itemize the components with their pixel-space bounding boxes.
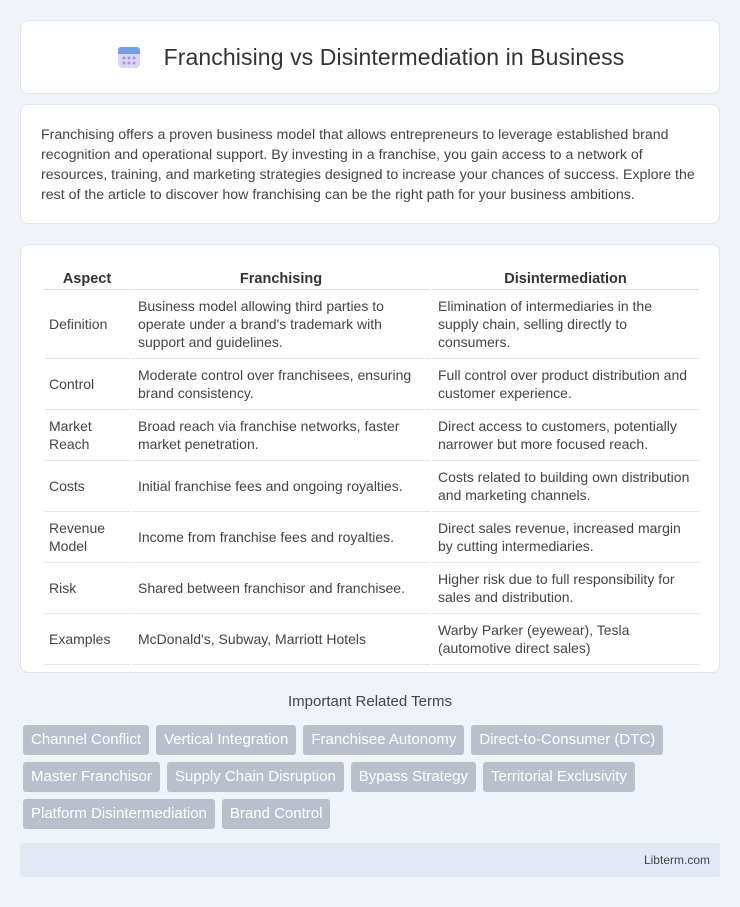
column-header-franchising: Franchising	[132, 267, 430, 290]
comparison-table	[42, 267, 701, 665]
related-term-tag[interactable]: Territorial Exclusivity	[483, 762, 635, 792]
related-term-tag[interactable]: Supply Chain Disruption	[167, 762, 344, 792]
table-row	[44, 614, 699, 665]
cell-franchising: Initial franchise fees and ongoing royalties.	[132, 461, 430, 512]
cell-disintermediation: Direct sales revenue, increased margin by cutting intermediaries.	[432, 512, 699, 563]
intro-card	[20, 104, 720, 224]
related-terms-list	[23, 725, 723, 829]
table-row	[44, 512, 699, 563]
table-row	[44, 359, 699, 410]
column-header-disintermediation: Disintermediation	[432, 267, 699, 290]
related-term-tag[interactable]: Platform Disintermediation	[23, 799, 215, 829]
related-term-tag[interactable]: Vertical Integration	[156, 725, 296, 755]
comparison-table-card	[20, 244, 720, 673]
related-term-tag[interactable]: Channel Conflict	[23, 725, 149, 755]
cell-disintermediation: Direct access to customers, potentially narrower but more focused reach.	[432, 410, 699, 461]
table-row	[44, 290, 699, 359]
cell-disintermediation: Higher risk due to full responsibility for sales and distribution.	[432, 563, 699, 614]
cell-aspect: Risk	[44, 563, 130, 614]
footer-site-link[interactable]: Libterm.com	[643, 853, 710, 867]
table-row	[44, 410, 699, 461]
related-terms-title: Important Related Terms	[288, 693, 452, 710]
related-term-tag[interactable]: Direct-to-Consumer (DTC)	[471, 725, 663, 755]
cell-franchising: Business model allowing third parties to operate under a brand's trademark with support and guidelines.	[132, 290, 430, 359]
cell-franchising: Shared between franchisor and franchisee.	[132, 563, 430, 614]
cell-disintermediation: Elimination of intermediaries in the supply chain, selling directly to consumers.	[432, 290, 699, 359]
cell-aspect: Control	[44, 359, 130, 410]
cell-franchising: Broad reach via franchise networks, faster market penetration.	[132, 410, 430, 461]
cell-aspect: Market Reach	[44, 410, 130, 461]
cell-aspect: Definition	[44, 290, 130, 359]
table-header-row	[44, 267, 699, 290]
table-row	[44, 563, 699, 614]
related-term-tag[interactable]: Brand Control	[222, 799, 331, 829]
cell-aspect: Examples	[44, 614, 130, 665]
column-header-aspect: Aspect	[44, 267, 130, 290]
calendar-icon	[116, 44, 142, 70]
related-term-tag[interactable]: Bypass Strategy	[351, 762, 476, 792]
intro-paragraph: Franchising offers a proven business model that allows entrepreneurs to leverage established brand recognition and operational support. By investing in a franchise, you gain access to a network of resources, training, and marketing strategies designed to increase your chances of success. Explore the rest of the article to discover how franchising can be the right path for your business ambitions.	[41, 127, 695, 203]
page-title: Franchising vs Disintermediation in Business	[163, 43, 625, 70]
footer	[20, 843, 720, 877]
related-term-tag[interactable]: Franchisee Autonomy	[303, 725, 464, 755]
cell-franchising: Moderate control over franchisees, ensuring brand consistency.	[132, 359, 430, 410]
cell-disintermediation: Costs related to building own distribution and marketing channels.	[432, 461, 699, 512]
related-term-tag[interactable]: Master Franchisor	[23, 762, 160, 792]
table-row	[44, 461, 699, 512]
cell-aspect: Costs	[44, 461, 130, 512]
cell-franchising: McDonald's, Subway, Marriott Hotels	[132, 614, 430, 665]
cell-franchising: Income from franchise fees and royalties.	[132, 512, 430, 563]
cell-disintermediation: Full control over product distribution and customer experience.	[432, 359, 699, 410]
cell-aspect: Revenue Model	[44, 512, 130, 563]
cell-disintermediation: Warby Parker (eyewear), Tesla (automotive direct sales)	[432, 614, 699, 665]
header-card	[20, 20, 720, 94]
